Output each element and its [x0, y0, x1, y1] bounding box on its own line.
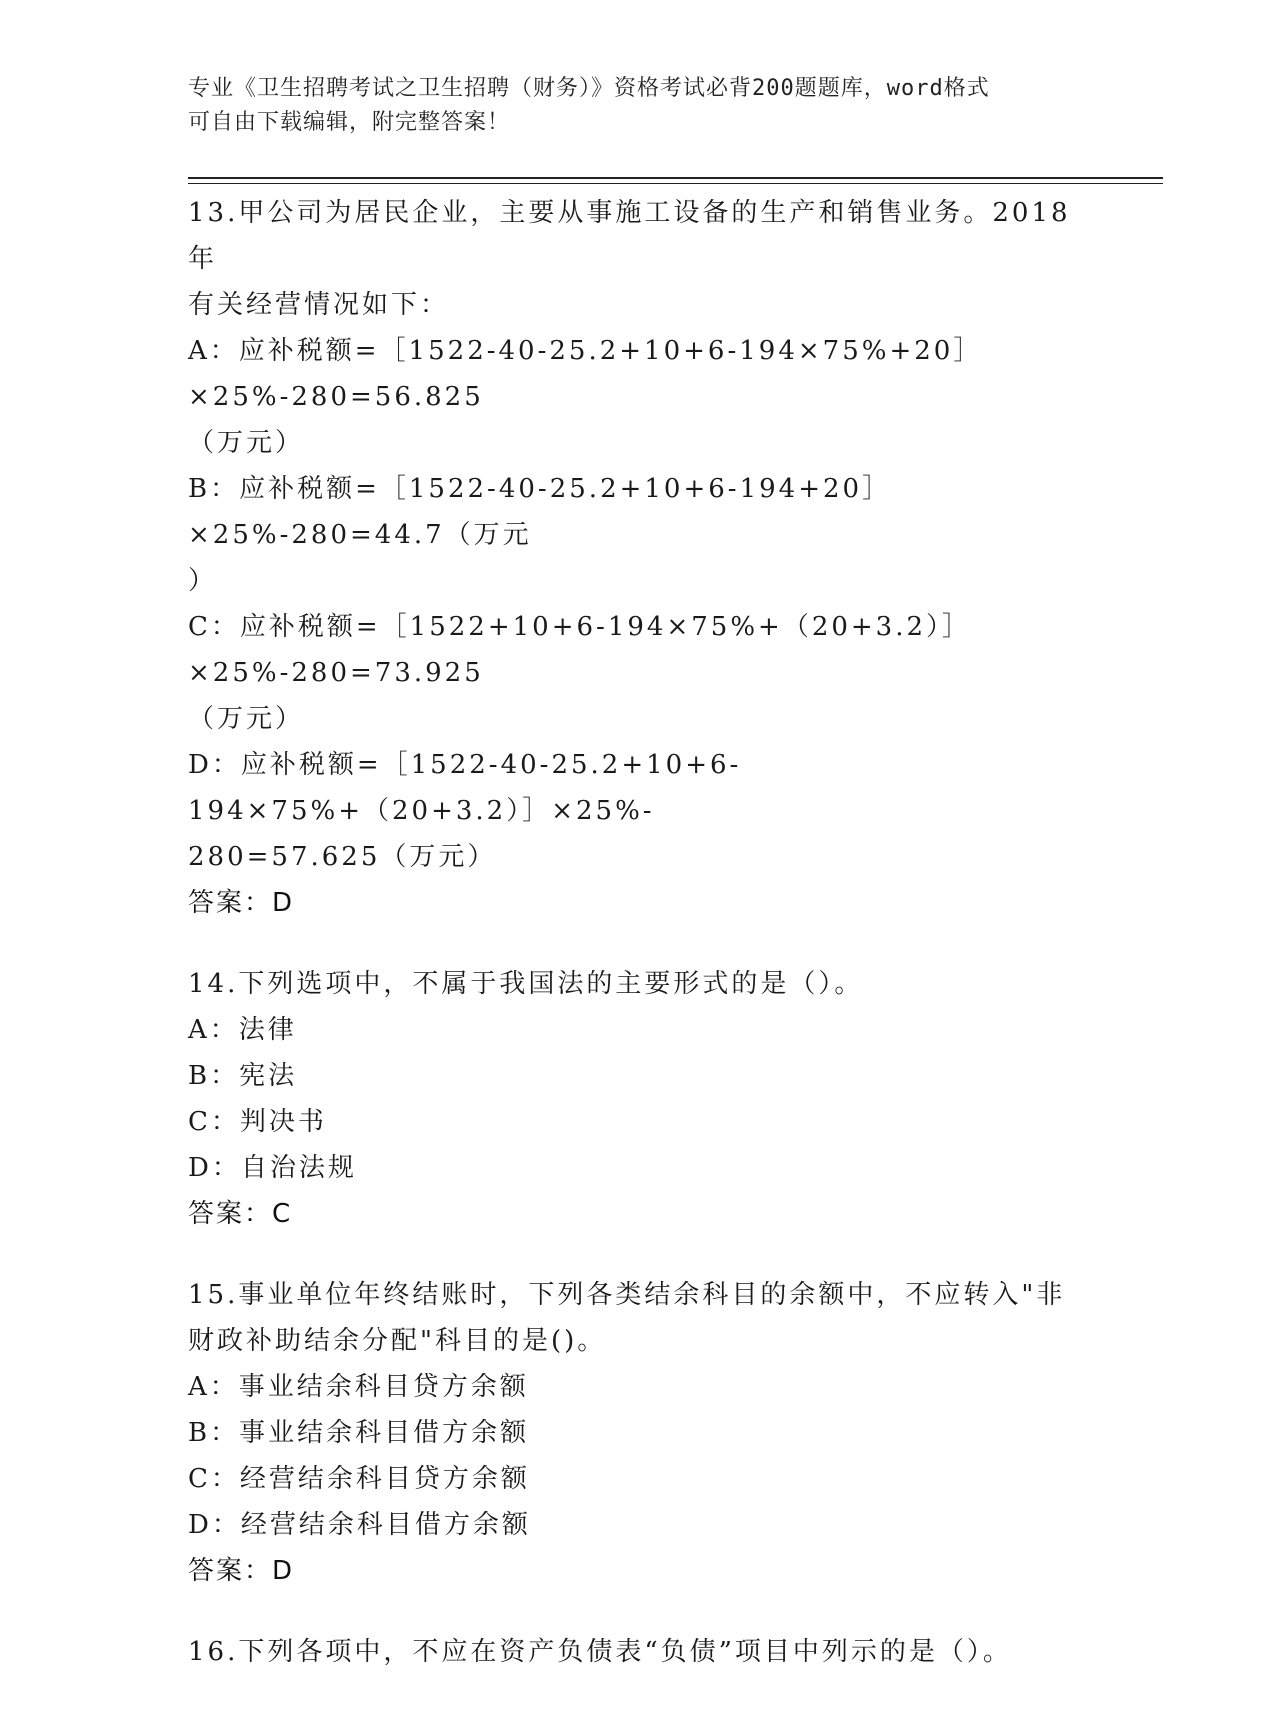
option-a-line: A：事业结余科目贷方余额	[188, 1372, 529, 1402]
question-stem-line: 财政补助结余分配"科目的是()。	[188, 1326, 607, 1356]
option-b-line: B：应补税额=［1522-40-25.2+10+6-194+20］×25%-280=44.7（万元	[188, 474, 892, 550]
answer-line: 答案：C	[188, 1199, 293, 1229]
option-c-line: C：经营结余科目贷方余额	[188, 1464, 530, 1494]
question-16	[188, 1629, 1088, 1675]
option-d-line: D：应补税额=［1522-40-25.2+10+6-194×75%+（20+3.2）］×25%-	[188, 750, 742, 826]
question-stem-line: 有关经营情况如下：	[188, 290, 450, 320]
option-b-line: B：宪法	[188, 1061, 298, 1091]
option-a-continuation: （万元）	[188, 428, 305, 458]
question-stem-line: 14.下列选项中，不属于我国法的主要形式的是（）。	[188, 969, 864, 999]
header-line-2: 可自由下载编辑，附完整答案！	[188, 110, 511, 135]
option-d-line: D：经营结余科目借方余额	[188, 1510, 531, 1540]
option-a-line: A：应补税额=［1522-40-25.2+10+6-194×75%+20］×25%-280=56.825	[188, 336, 983, 412]
answer-line: 答案：D	[188, 1556, 295, 1586]
question-stem-line: 16.下列各项中，不应在资产负债表“负债”项目中列示的是（）。	[188, 1637, 1012, 1667]
option-d-continuation: 280=57.625（万元）	[188, 842, 497, 872]
answer-line: 答案：D	[188, 888, 295, 918]
option-d-line: D：自治法规	[188, 1153, 357, 1183]
option-b-continuation: ）	[188, 566, 218, 596]
header-line-1: 专业《卫生招聘考试之卫生招聘（财务）》资格考试必背200题题库，word格式	[188, 76, 990, 101]
question-stem-line: 15.事业单位年终结账时，下列各类结余科目的余额中，不应转入"非	[188, 1280, 1066, 1310]
question-13	[188, 190, 1088, 926]
option-c-line: C：判决书	[188, 1107, 327, 1137]
question-14	[188, 961, 1088, 1237]
question-list	[188, 190, 1088, 1710]
question-15	[188, 1272, 1088, 1594]
header-divider-thick	[188, 177, 1163, 179]
option-a-line: A：法律	[188, 1015, 297, 1045]
option-c-continuation: （万元）	[188, 704, 305, 734]
question-stem-line: 13.甲公司为居民企业，主要从事施工设备的生产和销售业务。2018年	[188, 198, 1071, 274]
option-b-line: B：事业结余科目借方余额	[188, 1418, 530, 1448]
header-divider-thin	[188, 183, 1163, 184]
document-header	[188, 72, 1068, 140]
option-c-line: C：应补税额=［1522+10+6-194×75%+（20+3.2）］×25%-280=73.925	[188, 612, 972, 688]
